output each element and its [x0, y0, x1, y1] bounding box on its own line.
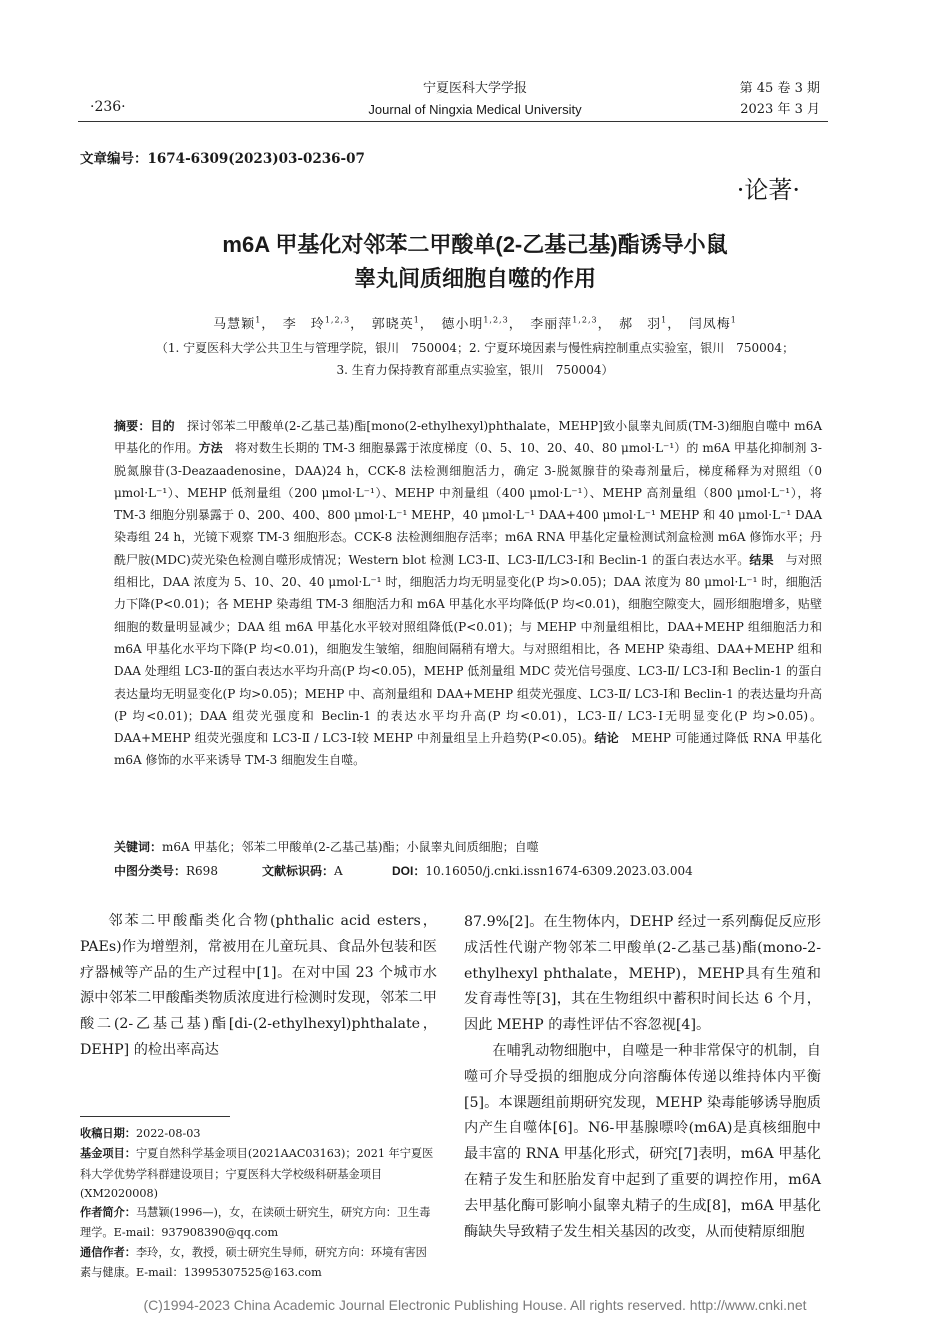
author-name: 李丽萍	[530, 317, 573, 332]
footnote-author: 作者简介：马慧颖(1996—)，女，在读硕士研究生，研究方向：卫生毒理学。E-mail：937908390@qq.com	[80, 1206, 431, 1240]
doc-code-label: 文献标识码：	[262, 864, 335, 878]
copyright-notice: (C)1994-2023 China Academic Journal Electronic Publishing House. All rights reserved. http://www.cnki.net	[143, 1297, 807, 1313]
objective-text: 探讨邻苯二甲酸单(2-乙基己基)酯[mono(2-ethylhexyl)phthalate，MEHP]致小鼠睾丸间质(TM-3)细胞自噬中 m6A 甲基化的作用。	[114, 419, 822, 456]
author-affiliation-mark: 1	[413, 315, 420, 325]
journal-title-cn: 宁夏医科大学学报	[422, 81, 527, 96]
affiliation-line-2: 3. 生育力保持教育部重点实验室，银川 750004）	[336, 363, 614, 377]
author-affiliation-mark: 1	[730, 315, 737, 325]
author-affiliation-mark: 1	[255, 315, 262, 325]
doi-label: DOI：	[392, 864, 426, 878]
keywords-label: 关键词：	[114, 840, 163, 854]
keywords-text: m6A 甲基化；邻苯二甲酸单(2-乙基己基)酯；小鼠睾丸间质细胞；自噬	[162, 840, 539, 854]
paper-title	[80, 228, 870, 296]
volume-issue: 第 45 卷 3 期	[739, 81, 820, 96]
body-paragraph-left: 邻苯二甲酸酯类化合物(phthalic acid esters，PAEs)作为增塑剂，常被用在儿童玩具、食品外包装和医疗器械等产品的生产过程中[1]。在对中国 23 个城市水源中邻苯二甲酸酯类物质浓度进行检测时发现，邻苯二甲酸二(2-乙基己基)酯[di-(2-ethylhexyl)phthalate，DEHP] 的检出率高达	[80, 913, 437, 1058]
abstract-label: 摘要：	[114, 419, 151, 433]
author-affiliation-mark: 1,2,3	[324, 315, 351, 325]
issue-info	[740, 78, 820, 120]
body-paragraph-right-2: 在哺乳动物细胞中，自噬是一种非常保守的机制，自噬可介导受损的细胞成分向溶酶体传递以维持体内平衡[5]。本课题组前期研究发现，MEHP 染毒能够诱导胞质内产生自噬体[6]。N6-甲基腺嘌呤(m6A)是真核细胞中最丰富的 RNA 甲基化形式，研究[7]表明，m6A 甲基化在精子发生和胚胎发育中起到了重要的调控作用，m6A 去甲基化酶可影响小鼠睾丸精子的生成[8]，m6A 甲基化酶缺失导致精子发生相关基因的改变，从而使精原细胞	[464, 1042, 821, 1240]
clc-value: R698	[186, 864, 218, 878]
body-paragraph-right-1: 87.9%[2]。在生物体内，DEHP 经过一系列酶促反应形成活性代谢产物邻苯二甲酸单(2-乙基己基)酯(mono-2-ethylhexyl phthalate，MEHP)，MEHP具有生殖和发育毒性等[3]，其在生物组织中蓄积时间长达 6 个月，因此 MEHP 的毒性评估不容忽视[4]。	[464, 914, 821, 1034]
affiliations	[70, 337, 880, 381]
author-list: 马慧颖$^1$， 李 玲$^{1,2,3}$， 郭晓英$^1$， 德小明$^{1,2,3}$， 李丽萍$^{1,2,3}$， 郝 羽$^1$， 闫凤梅$^1$	[213, 315, 737, 332]
title-line-1: m6A 甲基化对邻苯二甲酸单(2-乙基己基)酯诱导小鼠	[222, 232, 728, 257]
author-affiliation-mark: 1	[661, 315, 668, 325]
journal-title	[330, 78, 620, 120]
author-name: 郝 羽	[619, 317, 662, 332]
author-name: 李 玲	[282, 317, 325, 332]
conclusion-label: 结论	[594, 731, 620, 746]
journal-title-en: Journal of Ningxia Medical University	[368, 102, 582, 117]
column-tag: ·论著·	[736, 176, 800, 204]
affiliation-line-1: （1. 宁夏医科大学公共卫生与管理学院，银川 750004；2. 宁夏环境因素与慢性病控制重点实验室，银川 750004；	[155, 341, 795, 355]
doi-value: 10.16050/j.cnki.issn1674-6309.2023.03.004	[425, 864, 693, 878]
author-name: 郭晓英	[371, 317, 414, 332]
abstract	[114, 415, 822, 772]
author-name: 德小明	[441, 317, 484, 332]
title-line-2: 睾丸间质细胞自噬的作用	[353, 266, 596, 291]
objective-label: 目的	[150, 419, 175, 433]
clc-label: 中图分类号：	[114, 864, 187, 878]
conclusion-text: MEHP 可能通过降低 RNA 甲基化 m6A 修饰的水平来诱导 TM-3 细胞发生自噬。	[114, 731, 822, 768]
methods-label: 方法	[198, 441, 223, 456]
footnotes	[80, 1124, 437, 1282]
page-number: ·236·	[90, 99, 126, 115]
results-text: 与对照组相比，DAA 浓度为 5、10、20、40 μmol·L⁻¹ 时，细胞活力均无明显变化(P 均>0.05)；DAA 浓度为 80 μmol·L⁻¹ 时，细胞活力下降(P<0.01)；各 MEHP 染毒组 TM-3 细胞活力和 m6A 甲基化水平均降低(P 均<0.01)，细胞空隙变大，圆形细胞增多，贴壁细胞的数量明显减少；DAA 组 m6A 甲基化水平较对照组降低(P<0.01)；与 MEHP 中剂量组相比，DAA+MEHP 组细胞活力和 m6A 甲基化水平均下降(P 均<0.01)，细胞发生皱缩，细胞间隔稍有增大。与对照组相比，各 MEHP 染毒组、DAA+MEHP 组和 DAA 处理组 LC3-Ⅱ的蛋白表达水平均升高(P 均<0.05)，MEHP 低剂量组 MDC 荧光信号强度、LC3-Ⅱ/ LC3-Ⅰ和 Beclin-1 的蛋白表达量均无明显变化(P 均>0.05)；MEHP 中、高剂量组和 DAA+MEHP 组荧光强度、LC3-Ⅱ/ LC3-Ⅰ和 Beclin-1 的表达量均升高(P 均<0.01)；DAA 组荧光强度和 Beclin-1 的表达水平均升高(P 均<0.01)，LC3-Ⅱ/ LC3-Ⅰ无明显变化(P 均>0.05)。DAA+MEHP 组荧光强度和 LC3-Ⅱ / LC3-Ⅰ较 MEHP 中剂量组呈上升趋势(P<0.05)。	[114, 552, 822, 746]
body-column-right	[464, 910, 821, 1245]
header-divider	[78, 121, 828, 122]
issue-date: 2023 年 3 月	[740, 102, 820, 117]
results-label: 结果	[749, 552, 774, 567]
author-name: 马慧颖	[213, 317, 256, 332]
author-affiliation-mark: 1,2,3	[483, 315, 509, 325]
keywords	[114, 838, 539, 855]
footnote-divider	[80, 1116, 230, 1117]
footnote-received: 收稿日期：2022-08-03	[80, 1127, 201, 1140]
methods-text: 将对数生长期的 TM-3 细胞暴露于浓度梯度（0、5、10、20、40、80 μmol·L⁻¹）的 m6A 甲基化抑制剂 3-脱氮腺苷(3-Deazaadenosine，DAA)24 h，CCK-8 法检测细胞活力，确定 3-脱氮腺苷的染毒剂量后，梯度稀释为对照组（0 μmol·L⁻¹）、MEHP 低剂量组（200 μmol·L⁻¹）、MEHP 中剂量组（400 μmol·L⁻¹）、MEHP 高剂量组（800 μmol·L⁻¹），将 TM-3 细胞分别暴露于 0、200、400、800 μmol·L⁻¹ MEHP，40 μmol·L⁻¹ DAA+400 μmol·L⁻¹ MEHP 和 40 μmol·L⁻¹ DAA 染毒组 24 h，光镜下观察 TM-3 细胞形态。CCK-8 法检测细胞存活率；m6A RNA 甲基化定量检测试剂盒检测 m6A 修饰水平；丹酰尸胺(MDC)荧光染色检测自噬形成情况；Western blot 检测 LC3-Ⅱ、LC3-Ⅱ/LC3-Ⅰ和 Beclin-1 的蛋白表达水平。	[114, 441, 822, 567]
author-name: 闫凤梅	[688, 317, 731, 332]
footnote-corresponding: 通信作者：李玲，女，教授，硕士研究生导师，研究方向：环境有害因素与健康。E-mail：13995307525@163.com	[80, 1245, 427, 1280]
article-number: 文章编号：1674-6309(2023)03-0236-07	[80, 151, 365, 167]
footnote-fund: 基金项目：宁夏自然科学基金项目(2021AAC03163)；2021 年宁夏医科大学优势学科群建设项目；宁夏医科大学校级科研基金项目(XM2020008)	[80, 1147, 434, 1200]
author-affiliation-mark: 1,2,3	[572, 315, 598, 325]
doc-code-value: A	[334, 864, 343, 878]
classification-line	[114, 862, 834, 879]
